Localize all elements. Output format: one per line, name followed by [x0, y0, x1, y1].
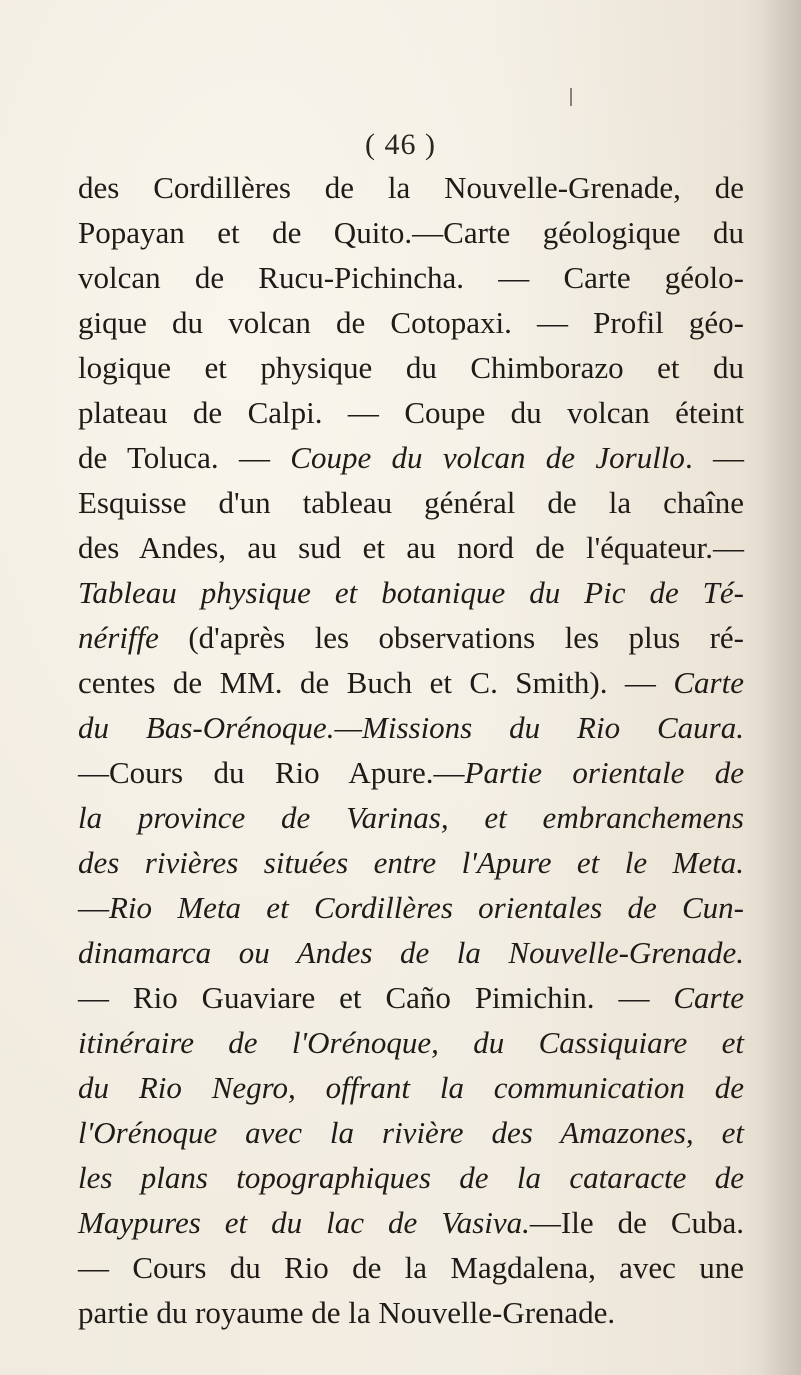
text-line [78, 930, 744, 975]
text-segment: centes de MM. de Buch et C. Smith). — [78, 665, 674, 700]
text-line [78, 750, 744, 795]
text-line [78, 1110, 744, 1155]
ink-mark [570, 88, 572, 106]
text-line [78, 1020, 744, 1065]
text-line [78, 1245, 744, 1290]
text-segment: de Toluca. — [78, 440, 291, 475]
text-segment: Esquisse d'un tableau général de la chaîne [78, 485, 744, 520]
text-segment: des Cordillères de la Nouvelle-Grenade, de [78, 170, 744, 205]
italic-text: du Bas-Orénoque.—Missions du Rio Caura. [78, 710, 744, 745]
text-line [78, 525, 744, 570]
text-segment: volcan de Rucu-Pichincha. — Carte géolo- [78, 260, 744, 295]
italic-text: du Rio Negro, offrant la communication de [78, 1070, 744, 1105]
text-segment: gique du volcan de Cotopaxi. — Profil géo- [78, 305, 744, 340]
italic-text: Coupe du volcan de Jorullo [290, 440, 685, 475]
italic-text: itinéraire de l'Orénoque, du Cassiquiare et [78, 1025, 744, 1060]
body-text [78, 165, 744, 1335]
text-line [78, 390, 744, 435]
text-segment: —Cours du Rio Apure.— [78, 755, 465, 790]
page-edge-shadow [761, 0, 801, 1375]
text-line [78, 705, 744, 750]
text-segment: (d'après les observations les plus ré- [158, 620, 744, 655]
text-line [78, 795, 744, 840]
text-segment: . — [684, 440, 744, 475]
italic-text: Tableau physique et botanique du Pic de Té- [78, 575, 744, 610]
italic-text: des rivières situées entre l'Apure et le Meta. [78, 845, 744, 880]
italic-text: l'Orénoque avec la rivière des Amazones, et [78, 1115, 744, 1150]
text-line [78, 480, 744, 525]
text-line [78, 570, 744, 615]
text-line [78, 1290, 744, 1335]
italic-text: Carte [673, 665, 744, 700]
text-segment: plateau de Calpi. — Coupe du volcan éteint [78, 395, 744, 430]
text-segment: — Cours du Rio de la Magdalena, avec une [78, 1250, 744, 1285]
text-line [78, 255, 744, 300]
text-line [78, 840, 744, 885]
italic-text: Carte [673, 980, 744, 1015]
text-segment: — [78, 890, 109, 925]
text-line [78, 885, 744, 930]
text-segment: — Rio Guaviare et Caño Pimichin. — [78, 980, 674, 1015]
italic-text: les plans topographiques de la cataracte de [78, 1160, 744, 1195]
italic-text: Maypures et du lac de Vasiva. [78, 1205, 530, 1240]
text-segment: des Andes, au sud et au nord de l'équateur.— [78, 530, 744, 565]
italic-text: Rio Meta et Cordillères orientales de Cun- [109, 890, 744, 925]
text-line [78, 345, 744, 390]
text-line [78, 210, 744, 255]
text-segment: partie du royaume de la Nouvelle-Grenade. [78, 1295, 616, 1330]
text-line [78, 435, 744, 480]
page-number: ( 46 ) [365, 128, 436, 161]
italic-text: la province de Varinas, et embranchemens [78, 800, 744, 835]
italic-text: nériffe [78, 620, 159, 655]
text-line [78, 300, 744, 345]
text-line [78, 660, 744, 705]
text-line [78, 1155, 744, 1200]
text-segment: —Ile de Cuba. [529, 1205, 745, 1240]
text-line [78, 1200, 744, 1245]
italic-text: dinamarca ou Andes de la Nouvelle-Grenade. [78, 935, 744, 970]
italic-text: Partie orientale de [464, 755, 744, 790]
text-line [78, 975, 744, 1020]
text-line [78, 165, 744, 210]
text-line [78, 1065, 744, 1110]
text-line [78, 615, 744, 660]
text-segment: logique et physique du Chimborazo et du [78, 350, 744, 385]
text-segment: Popayan et de Quito.—Carte géologique du [78, 215, 744, 250]
